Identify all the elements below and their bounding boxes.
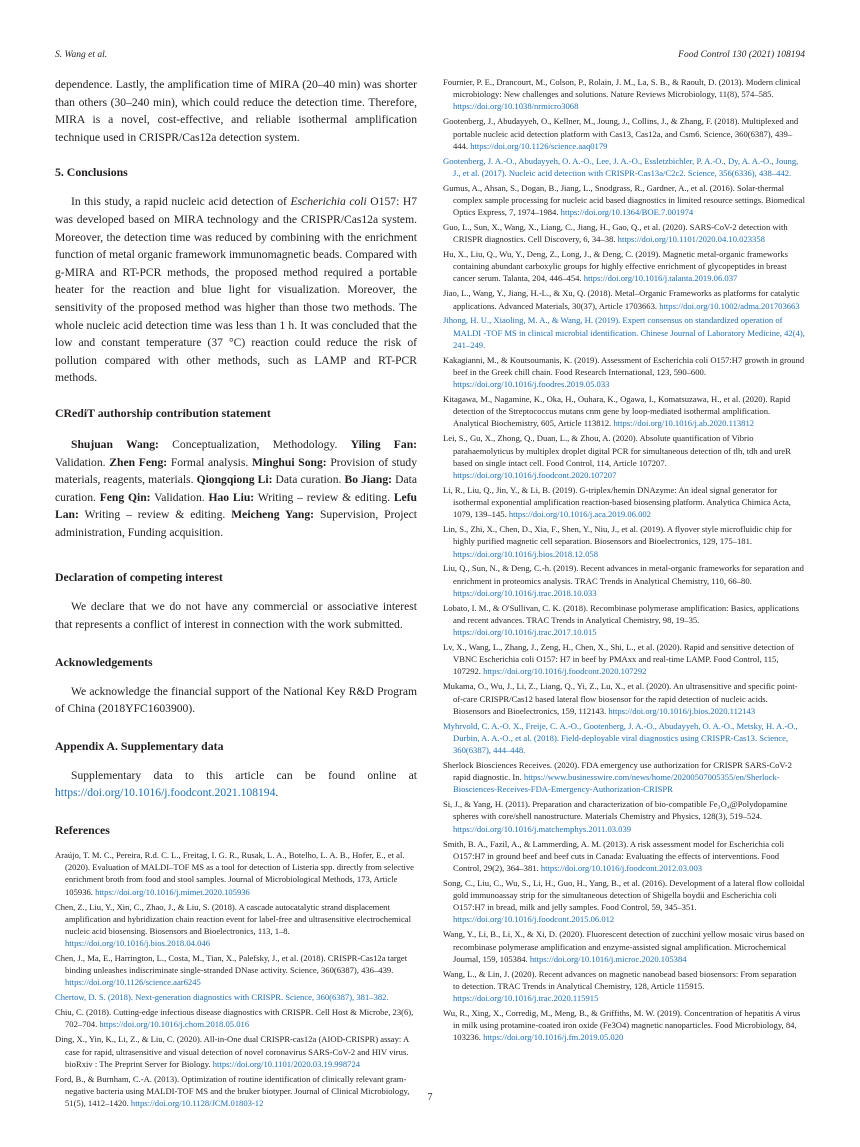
references-list-left: [55, 849, 417, 1109]
reference-item: [55, 849, 417, 898]
reference-item[interactable]: [443, 720, 805, 757]
reference-doi-link[interactable]: https://doi.org/10.1016/j.matchemphys.2011.03.039: [453, 823, 632, 834]
reference-doi-link[interactable]: https://doi.org/10.1016/j.foodres.2019.05.033: [453, 379, 610, 390]
reference-item: [443, 602, 805, 639]
reference-text: Lobato, I. M., & O'Sullivan, C. K. (2018). Recombinase polymerase amplification: Basics, applications and recent advances. TRAC Trends in Analytical Chemistry, 98, 19–35.: [443, 602, 799, 625]
credit-author-role: Provision of study materials, reagents, materials.: [55, 455, 417, 487]
reference-text: Sherlock Biosciences Receives. (2020). FDA emergency use authorization for CRISPR SARS-CoV-2 rapid diagnostic. In.: [443, 759, 792, 783]
reference-doi-link[interactable]: https://doi.org/10.1016/j.bios.2020.112143: [608, 705, 756, 716]
reference-item: [443, 182, 805, 219]
reference-text: Si, J., & Yang, H. (2011). Preparation and characterization of bio-compatible Fe₃O₄@Polydopamine spheres with core/shell nanostructure. Materials Chemistry and Physics, 128(3), 519–524.: [443, 799, 788, 822]
reference-text: Kitagawa, M., Nagamine, K., Oka, H., Ouhara, K., Ogawa, I., Komatsuzawa, H., et al. (2020). Rapid detection of the Streptococcus mutans cnm gene by loop-mediated isothermal amplification. Analytical Biochemistry, 605, Article 113812.: [443, 394, 791, 429]
reference-doi-link[interactable]: https://doi.org/10.1126/science.aar6245: [65, 977, 201, 988]
references-list-right: [443, 76, 805, 1044]
reference-text: Jihong, H. U., Xiaoling, M. A., & Wang, H. (2019). Expert consensus on standardized operation of MALDI -TOF MS in clinical microbial identification. Chinese Journal of Laboratory Medicine, 42(4), 241–249.: [443, 315, 805, 350]
reference-text: Jiao, L., Wang, Y., Jiang, H.-L., & Xu, Q. (2018). Metal–Organic Frameworks as platforms for catalytic applications. Advanced Materials, 30(37), Article 1703663.: [443, 288, 800, 311]
reference-doi-link[interactable]: https://doi.org/10.1016/j.talanta.2019.06.037: [583, 273, 738, 284]
page-number: 7: [427, 1092, 433, 1103]
reference-doi-link[interactable]: https://doi.org/10.1016/j.trac.2020.115915: [453, 993, 599, 1004]
credit-author-role: Validation.: [150, 490, 209, 504]
reference-text: Chen, Z., Liu, Y., Xin, C., Zhao, J., & Liu, S. (2018). A cascade autocatalytic strand displacement amplification and hybridization chain reaction event for label-free and ultrasensitive electrochemical nucleic acid biosensing. Biosensors and Bioelectronics, 113, 1–8.: [55, 901, 411, 936]
reference-item: [443, 287, 805, 311]
reference-item: [443, 432, 805, 481]
reference-text: Song, C., Liu, C., Wu, S., Li, H., Guo, H., Yang, B., et al. (2016). Development of a lateral flow colloidal gold immunoassay strip for the simultaneous detection of Shigella boydii and Escherichia coli O157:H7 in bread, milk and jelly samples. Food Control, 59, 345–351.: [443, 877, 805, 913]
reference-text: Gootenberg, J. A.-O., Abudayyeh, O. A.-O., Lee, J. A.-O., Essletzbichler, P. A.-O., Dy, A. A.-O., Joung, J., et al. (2017). Nucleic acid detection with CRISPR-Cas13a/C2c2. Science, 356(6336), 438–442.: [443, 155, 799, 178]
reference-item: [443, 759, 805, 796]
reference-text: Gootenberg, J., Abudayyeh, O., Kellner, M., Joung, J., Collins, J., & Zhang, F. (2018). Multiplexed and portable nucleic acid detection platform with Cas13, Cas12a, and Csm6. Science, 360(6387), 439–444.: [443, 116, 799, 151]
reference-doi-link[interactable]: https://doi.org/10.1016/j.aca.2019.06.002: [508, 509, 651, 520]
reference-text: Ding, X., Yin, K., Li, Z., & Liu, C. (2020). All-in-One dual CRISPR-cas12a (AIOD-CRISPR) assay: A case for rapid, ultrasensitive and visual detection of novel coronavirus SARS-CoV-2 and HIV virus. bioRxiv : The Preprint Server for Biology.: [55, 1034, 409, 1069]
reference-doi-link[interactable]: https://doi.org/10.1002/adma.201703663: [659, 300, 800, 311]
running-head: [55, 50, 805, 64]
acknowledgements-heading: Acknowledgements: [55, 654, 153, 669]
reference-item[interactable]: [443, 314, 805, 351]
reference-item: [443, 968, 805, 1005]
credit-author-name: Minghui Song:: [252, 455, 327, 469]
reference-text: Ford, B., & Burnham, C.-A. (2013). Optimization of routine identification of clinically relevant gram-negative bacteria using MALDI-TOF MS and the bruker biotyper. Journal of Clinical Microbiology, 51(5), 1412–1420.: [55, 1073, 410, 1109]
reference-item[interactable]: [443, 155, 805, 179]
reference-text: Lei, S., Gu, X., Zhong, Q., Duan, L., & Zhou, A. (2020). Absolute quantification of Vibrio parahaemolyticus by multiplex droplet digital PCR for simultaneous detection of tlh, tdh and ureR based on single intact cell. Food Control, 114, Article 107207.: [443, 433, 791, 468]
reference-item: [443, 680, 805, 717]
reference-item: [55, 952, 417, 989]
reference-doi-link[interactable]: https://doi.org/10.1016/j.trac.2018.10.033: [453, 587, 597, 598]
reference-doi-link[interactable]: https://doi.org/10.1016/j.foodcont.2020.107207: [453, 469, 617, 480]
reference-item[interactable]: [55, 991, 417, 1003]
reference-item: [443, 354, 805, 391]
credit-author-role: Writing – review & editing.: [254, 490, 394, 504]
reference-text: Chiu, C. (2018). Cutting-edge infectious disease diagnostics with CRISPR. Cell Host & Microbe, 23(6), 702–704.: [55, 1007, 414, 1030]
reference-doi-link[interactable]: https://doi.org/10.1016/j.microc.2020.105384: [529, 953, 687, 964]
credit-author-role: Data curation.: [272, 473, 345, 487]
reference-doi-link[interactable]: https://doi.org/10.1016/j.foodcont.2015.06.012: [453, 914, 615, 925]
reference-doi-link[interactable]: https://doi.org/10.1016/j.foodcont.2012.03.003: [540, 862, 703, 873]
reference-doi-link[interactable]: https://doi.org/10.1016/j.chom.2018.05.016: [99, 1019, 250, 1030]
reference-doi-link[interactable]: https://doi.org/10.1016/j.ab.2020.113812: [613, 418, 755, 429]
reference-text: Myhrvold, C. A.-O. X., Freije, C. A.-O., Gootenberg, J. A.-O., Abudayyeh, O. A.-O., Metsky, H. A.-O., Durbin, A. A.-O., et al. (2018). Field-deployable viral diagnostics using CRISPR-Cas13. Science, 360(6387), 444–448.: [443, 720, 798, 756]
reference-doi-link[interactable]: https://doi.org/10.1128/JCM.01803-12: [130, 1098, 264, 1109]
credit-heading: CRediT authorship contribution statement: [55, 405, 271, 420]
reference-doi-link[interactable]: https://doi.org/10.1016/j.bios.2018.12.058: [453, 548, 598, 559]
credit-author-name: Qiongqiong Li:: [196, 473, 273, 487]
credit-author-name: Hao Liu:: [208, 490, 255, 504]
reference-text: Mukama, O., Wu, J., Li, Z., Liang, Q., Yi, Z., Lu, X., et al. (2020). An ultrasensitive and specific point-of-care CRISPR/Cas12 based lateral flow biosensor for the rapid detection of nucleic acids. Biosensors and Bioelectronics, 159, 112143.: [443, 681, 798, 716]
reference-text: Hu, X., Liu, Q., Wu, Y., Deng, Z., Long, J., & Deng, C. (2019). Magnetic metal-organic frameworks containing abundant carboxylic groups for highly effective enrichment of glycopeptides in breast cancer serum. Talanta, 204, 446–454.: [443, 249, 788, 284]
acknowledgements-text: We acknowledge the financial support of the National Key R&D Program of China (2018YFC1603900).: [55, 684, 417, 716]
reference-text: Wang, L., & Lin, J. (2020). Recent advances on magnetic nanobead based biosensors: From separation to detection. TRAC Trends in Analytical Chemistry, 128, Article 115915.: [443, 968, 797, 991]
reference-item: [443, 523, 805, 560]
credit-author-name: Yiling Fan:: [350, 437, 417, 451]
conclusions-heading: 5. Conclusions: [55, 165, 128, 180]
reference-item: [443, 798, 805, 835]
reference-doi-link[interactable]: https://doi.org/10.1016/j.foodcont.2020.107292: [483, 666, 647, 677]
reference-text: Chertow, D. S. (2018). Next-generation diagnostics with CRISPR. Science, 360(6387), 381–382.: [55, 992, 389, 1003]
competing-interest-text: We declare that we do not have any commercial or associative interest that represents a conflict of interest in connection with the work submitted.: [55, 600, 417, 632]
conclusions-paragraph: In this study, a rapid nucleic acid detection of Escherichia coli O157: H7 was developed based on MIRA technology and the CRISPR/Cas12a system. Moreover, the detection time was reduced by combining with the enrichment function of metal organic framework immunomagnetic beads. Compared with g-MIRA and RT-PCR methods, the proposed method required a portable heater for the reaction and blue light for visualization. Moreover, the sensitivity of the proposed method was higher than those two methods. The whole nucleic acid detection time was less than 1 h. It was concluded that the low and constant temperature (37 °C) reaction could reduce the risk of pollution compared with other methods, such as LAMP and RT-PCR methods.: [55, 195, 418, 385]
reference-text: Kakagianni, M., & Koutsoumanis, K. (2019). Assessment of Escherichia coli O157:H7 growth in ground beef in the Greek chill chain. Food Research International, 123, 590–600.: [443, 354, 805, 377]
reference-text: Wu, R., Xing, X., Corredig, M., Meng, B., & Griffiths, M. W. (2019). Concentration of hepatitis A virus in milk using protamine-coated iron oxide (Fe3O4) magnetic nanoparticles. Food Microbiology, 84, 103236.: [443, 1007, 801, 1043]
credit-author-name: Lefu Lan:: [55, 490, 417, 522]
reference-doi-link[interactable]: https://doi.org/10.1038/nrmicro3068: [453, 101, 579, 112]
reference-doi-link[interactable]: https://www.businesswire.com/news/home/20200507005355/en/Sherlock-Biosciences-Receives-FDA-Emergency-Authorization-CRISPR: [453, 772, 780, 795]
reference-text: Araújo, T. M. C., Pereira, R.d. C. L., Freitag, I. G. R., Rusak, L. A., Botelho, L. A. B., Hofer, E., et al. (2020). Evaluation of MALDI–TOF MS as a tool for detection of Listeria spp. directly from selective enrichment broth from food and stool samples. Journal of Microbiological Methods, 173, Article 105936.: [55, 850, 414, 897]
credit-author-role: Writing – review & editing.: [78, 508, 232, 522]
reference-doi-link[interactable]: https://doi.org/10.1126/science.aaq0179: [470, 140, 608, 151]
reference-doi-link[interactable]: https://doi.org/10.1016/j.mimet.2020.105936: [95, 886, 250, 897]
reference-doi-link[interactable]: https://doi.org/10.1016/j.trac.2017.10.015: [453, 627, 597, 638]
reference-doi-link[interactable]: https://doi.org/10.1016/j.bios.2018.04.046: [65, 938, 210, 949]
reference-item: [55, 901, 417, 950]
reference-item: [443, 838, 805, 875]
credit-author-name: Bo Jiang:: [344, 473, 393, 487]
reference-item: [55, 1073, 417, 1110]
credit-author-role: Supervision, Project administration, Funding acquisition.: [55, 508, 417, 539]
reference-item: [443, 1007, 805, 1044]
reference-item: [443, 562, 805, 599]
running-head-journal: Food Control 130 (2021) 108194: [678, 50, 805, 60]
appendix-text: Supplementary data to this article can be found online at https://doi.org/10.1016/j.foodcont.2021.108194.: [55, 768, 417, 800]
credit-author-role: Formal analysis.: [167, 455, 253, 469]
reference-item: [443, 76, 805, 113]
left-column: [55, 76, 417, 1112]
credit-author-name: Zhen Feng:: [109, 455, 168, 469]
reference-text: Guo, L., Sun, X., Wang, X., Liang, C., Jiang, H., Gao, Q., et al. (2020). SARS-CoV-2 detection with CRISPR diagnostics. Cell Discovery, 6, 34–38.: [443, 221, 788, 245]
credit-author-role: Validation.: [55, 455, 110, 469]
references-heading: References: [55, 823, 110, 838]
reference-text: Li, R., Liu, Q., Jin, Y., & Li, B. (2019). G-triplex/hemin DNAzyme: An ideal signal generator for isothermal exponential amplification reaction-based biosensing platform. Analytica Chimica Acta, 1079, 139–145.: [443, 484, 791, 520]
reference-text: Wang, Y., Li, B., Li, X., & Xi, D. (2020). Fluorescent detection of zucchini yellow mosaic virus based on recombinase polymerase amplification and enzyme-assisted signal amplification. Microchemical Journal, 159, 105384.: [443, 929, 805, 964]
competing-interest-heading: Declaration of competing interest: [55, 570, 223, 585]
reference-doi-link[interactable]: https://doi.org/10.1016/j.fm.2019.05.020: [483, 1032, 624, 1043]
reference-item: [55, 1006, 417, 1030]
reference-doi-link[interactable]: https://doi.org/10.1101/2020.03.19.998724: [212, 1058, 361, 1069]
reference-item: [443, 393, 805, 430]
reference-text: Gumus, A., Ahsan, S., Dogan, B., Jiang, L., Snodgrass, R., Gardner, A., et al. (2016). Solar-thermal complex sample processing for nucleic acid based diagnostics in limited resource settings. Biomedical Optics Express, 7, 1974–1984.: [443, 182, 806, 218]
reference-item: [55, 1033, 417, 1070]
reference-item: [443, 248, 805, 285]
credit-statement: [55, 436, 417, 542]
reference-item: [443, 221, 805, 245]
credit-author-name: Shujuan Wang:: [71, 437, 159, 451]
right-column: [443, 76, 805, 1046]
reference-item: [443, 928, 805, 965]
reference-item: [443, 484, 805, 521]
reference-item: [443, 877, 805, 926]
running-head-authors: S. Wang et al.: [55, 50, 108, 60]
credit-author-role: Data curation.: [55, 473, 417, 504]
reference-text: Smith, B. A., Fazil, A., & Lammerding, A. M. (2013). A risk assessment model for Escherichia coli O157:H7 in ground beef and beef cuts in Canada: Evaluating the effects of interventions. Food Control, 29(2), 364–381.: [443, 838, 785, 873]
credit-author-name: Feng Qin:: [99, 490, 151, 504]
reference-text: Fournier, P. E., Drancourt, M., Colson, P., Rolain, J. M., La, S. B., & Raoult, D. (2013). Modern clinical microbiology: New challenges and solutions. Nature Reviews Microbiology, 11(8), 574–585.: [443, 77, 801, 100]
credit-author-role: Conceptualization, Methodology.: [158, 437, 351, 451]
reference-item: [443, 115, 805, 152]
supplementary-data-link[interactable]: https://doi.org/10.1016/j.foodcont.2021.108194: [55, 786, 276, 800]
intro-continuation: dependence. Lastly, the amplification time of MIRA (20–40 min) was shorter than others (30–240 min), which could reduce the detection time. Therefore, MIRA is a novel, cost-effective, and reliable isothermal amplification technique used in CRISPR/Cas12a detection system.: [55, 78, 417, 144]
reference-text: Lin, S., Zhi, X., Chen, D., Xia, F., Shen, Y., Niu, J., et al. (2019). A flyover style microfluidic chip for highly purified magnetic cell separation. Biosensors and Bioelectronics, 129, 175–181.: [443, 524, 792, 547]
credit-author-name: Meicheng Yang:: [231, 508, 315, 522]
reference-doi-link[interactable]: https://doi.org/10.1364/BOE.7.001974: [560, 207, 694, 218]
reference-text: Chen, J., Ma, E., Harrington, L., Costa, M., Tian, X., Palefsky, J., et al. (2018). CRISPR-Cas12a target binding unleashes indiscriminate single-stranded DNase activity. Science, 360(6387), 436–439.: [55, 953, 408, 976]
reference-doi-link[interactable]: https://doi.org/10.1101/2020.04.10.023358: [617, 234, 765, 245]
reference-text: Lv, X., Wang, L., Zhang, J., Zeng, H., Chen, X., Shi, L., et al. (2020). Rapid and sensitive detection of VBNC Escherichia coli O157: H7 in beef by PMAxx and real-time LAMP. Food Control, 115, 107292.: [443, 642, 795, 677]
appendix-heading: Appendix A. Supplementary data: [55, 738, 224, 753]
reference-item: [443, 641, 805, 678]
reference-text: Liu, Q., Sun, N., & Deng, C.-h. (2019). Recent advances in metal-organic frameworks for separation and enrichment in proteomics analysis. TRAC Trends in Analytical Chemistry, 110, 66–80.: [443, 563, 804, 586]
